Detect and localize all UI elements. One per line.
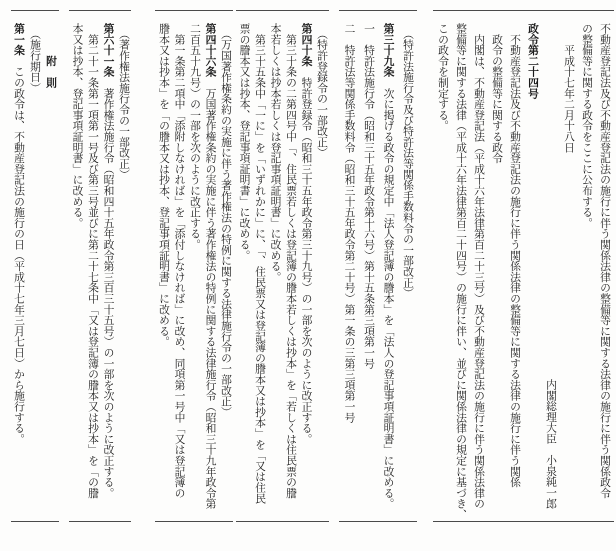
text-column: 第二十一条第一項第一号及び第三号並びに第二十七条中「又は登記簿の謄本又は抄本」を「の謄 [87,23,99,499]
article-number: 第六十一条 [102,23,115,77]
article-column: 第一条 この政令は、不動産登記法の施行の日（平成十七年三月七日）から施行する。 [13,23,25,445]
ordinance-number-column [524,23,542,521]
appendix-heading: 附 則 [45,23,57,88]
section-caption-column: （特許登録令の一部改正） [316,23,328,158]
text-column: 不動産登記法及び不動産登記法の施行に伴う関係法律の整備等に関する法律の施行に伴う関係政令 [599,23,611,499]
article-column: 第六十一条 著作権法施行令（昭和四十五年政令第三百三十五号）の一部を次のように改正する。 [102,23,115,499]
article-46-section [155,10,233,522]
text-column: 票の謄本又は抄本、登記事項証明書」に改める。 [238,23,251,261]
list-item-column: 一 特許法施行令（昭和三十五年政令第十六号）第十五条第三項第一号 [363,23,375,369]
article-number: 第一条 [13,23,25,56]
signature-column: 内閣総理大臣 小泉純一郎 [545,379,557,509]
article-number: 第四十六条 [204,23,217,77]
article-column: 第四十条 特許登録令（昭和三十五年政令第三十九号）の一部を次のように改正する。 [300,23,313,445]
date-column: 平成十七年二月十八日 [563,23,575,153]
article-number: 第三十九条 [382,23,395,77]
ordinance-number: 政令第二十四号 [527,23,539,99]
section-caption-column: （特許法施行令及び特許法等関係手数料令の一部改正） [402,23,414,299]
ordinance-title-column: 不動産登記法及び不動産登記法の施行に伴う関係法律の整備等に関する法律の施行に伴う関係 [509,23,521,488]
supplementary-provisions-section [11,10,59,522]
text-column: 二百五十九号）の一部を次のように改正する。 [189,23,201,250]
text-column: 本若しくは抄本若しくは登記事項証明書」に改める。 [269,23,282,283]
text-column: この政令を制定する。 [437,23,449,131]
article-column: 第三十九条 次に掲げる政令の規定中「法人登記簿の謄本」を「法人の登記事項証明書」に改める。 [382,23,395,509]
list-item-column: 二 特許法等関係手数料令（昭和三十五年政令第二十号）第一条の三第三項第一号 [343,23,356,423]
article-39-section [339,10,417,522]
article-40-section [236,10,329,522]
text-column: 第一条第二項中「添附しなければ」を「添付しなければ」に改め、同項第一号中「又は登記簿の [173,23,186,499]
ordinance-title-column: 政令の整備等に関する政令 [491,23,503,164]
appendix-heading-column [43,23,59,521]
article-column: 第四十六条 万国著作権条約の実施に伴う著作権法の特例に関する法律施行令（昭和三十九年政令第 [204,23,217,509]
text-column: の整備等に関する政令をここに公布する。 [581,23,593,229]
promulgation-section [433,10,614,522]
section-caption-column: （施行期日） [29,23,41,94]
text-column: 整備等に関する法律（平成十六年法律第百二十四号）の施行に伴い、並びに関係法律の規定に基づき、 [455,23,467,520]
article-number: 第四十条 [300,23,313,67]
text-column: 内閣は、不動産登記法（平成十六年法律第百二十三号）及び不動産登記法の施行に伴う関係法律の [473,23,485,509]
section-caption-column: （著作権法施行令の一部改正） [118,23,130,180]
text-column: 謄本又は抄本」を「の謄本又は抄本、登記事項証明書」に改める。 [158,23,170,347]
article-61-section [69,10,131,522]
text-column: 第三十条の二第四号中「、住民票若しくは登記簿の謄本若しくは抄本」を「若しくは住民票の謄 [285,23,297,499]
section-caption-column: （万国著作権条約の実施に伴う著作権法の特例に関する法律施行令の一部改正） [220,23,232,418]
text-column: 第三十五条中「一に」を「いずれかに」に、「、住民票又は登記簿の謄本又は抄本」を「又は住民 [254,23,266,504]
text-column: 本又は抄本、登記事項証明書」に改める。 [71,23,84,229]
